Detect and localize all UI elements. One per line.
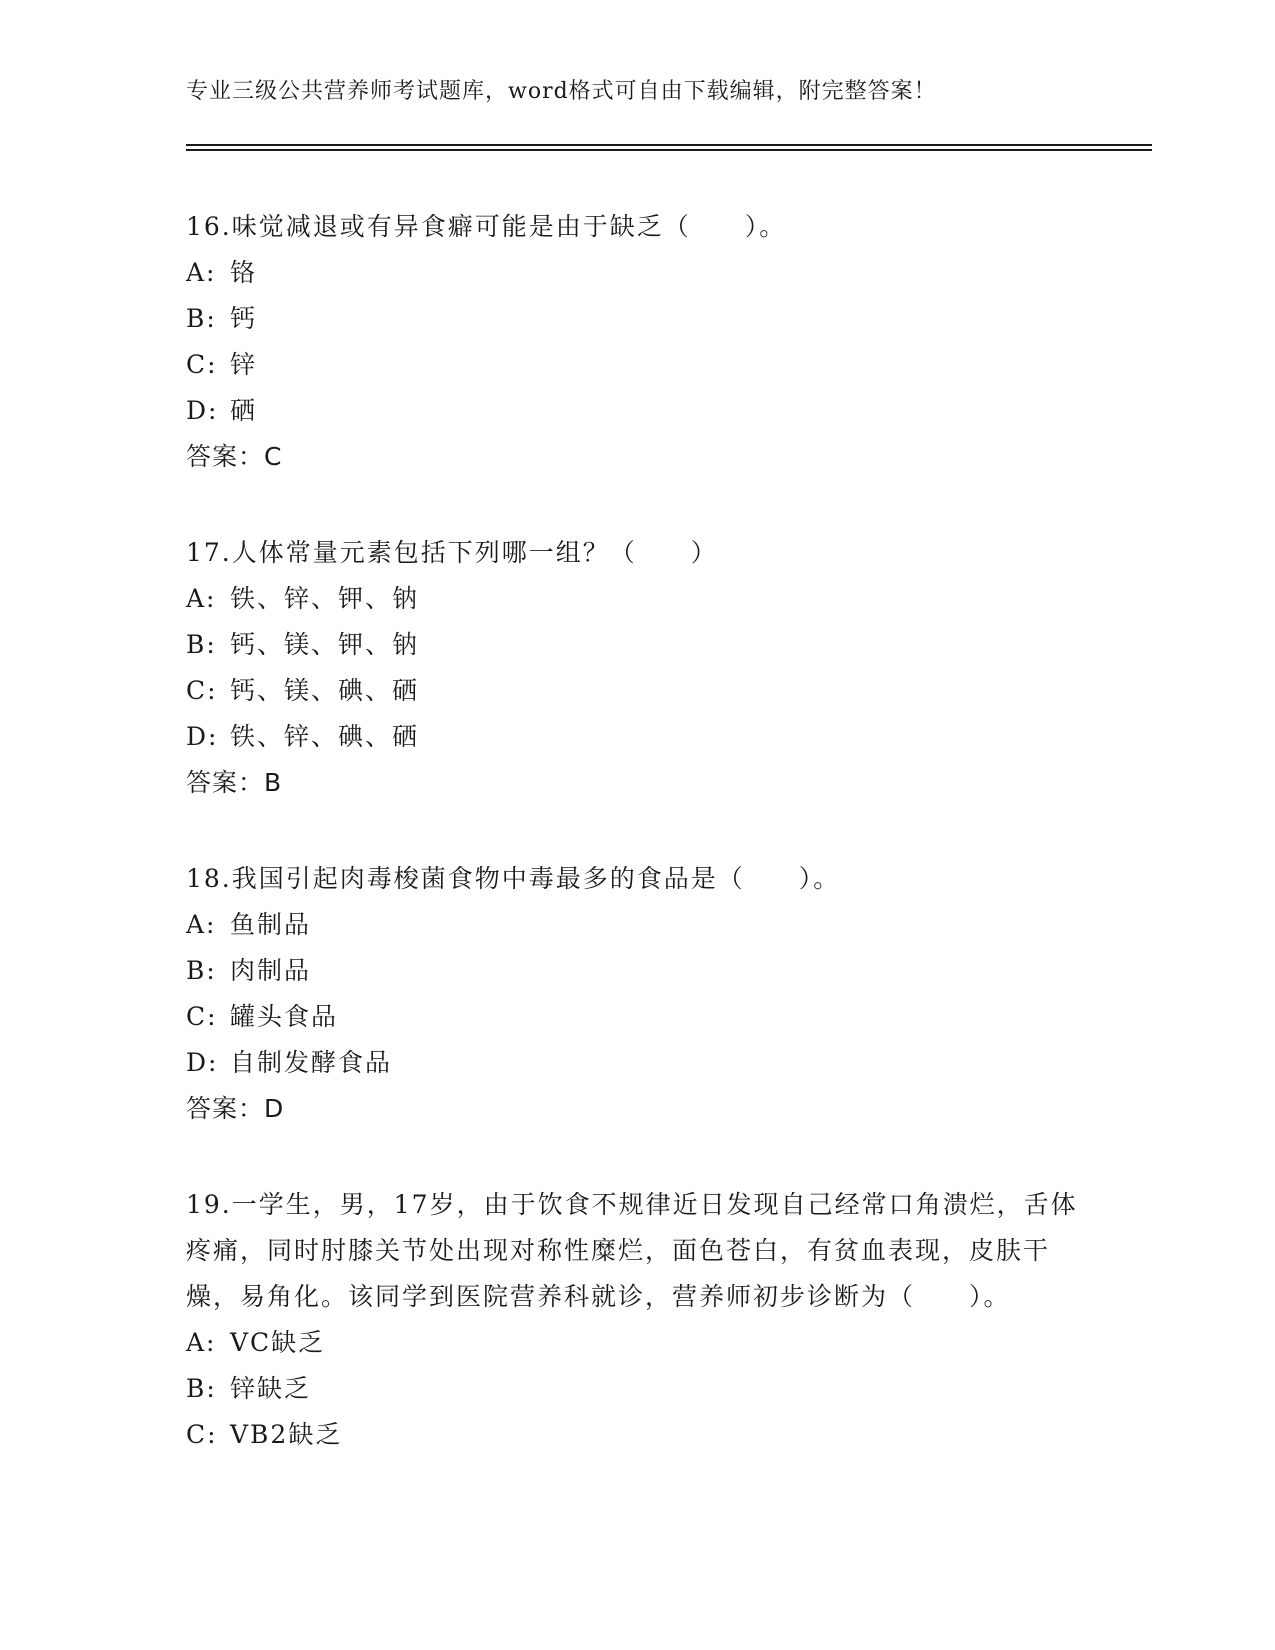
option-a: [186, 250, 1086, 296]
question-19: [186, 1182, 1086, 1458]
option-text: 锌: [230, 350, 258, 379]
option-text: 硒: [230, 396, 258, 425]
answer-line: 答案：B: [186, 768, 283, 797]
option-letter: D:: [186, 1048, 219, 1077]
option-text: 铬: [230, 258, 258, 287]
answer-line: 答案：C: [186, 442, 283, 471]
option-letter: B:: [186, 630, 217, 659]
option-letter: D:: [186, 722, 219, 751]
question-stem: 18.我国引起肉毒梭菌食物中毒最多的食品是（ ）。: [186, 864, 841, 893]
option-letter: C:: [186, 1420, 218, 1449]
option-text: 肉制品: [230, 956, 312, 985]
option-letter: B:: [186, 304, 217, 333]
option-letter: A:: [186, 910, 217, 939]
page-header: 专业三级公共营养师考试题库，word格式可自由下载编辑，附完整答案！: [186, 79, 937, 104]
option-text: 铁、锌、碘、硒: [230, 722, 420, 751]
option-text: 钙、镁、碘、硒: [230, 676, 420, 705]
option-text: 铁、锌、钾、钠: [230, 584, 420, 613]
option-letter: C:: [186, 1002, 218, 1031]
option-c: [186, 994, 1086, 1040]
option-text: 钙、镁、钾、钠: [230, 630, 420, 659]
option-a: [186, 902, 1086, 948]
option-letter: D:: [186, 396, 219, 425]
option-c: [186, 668, 1086, 714]
option-letter: C:: [186, 676, 218, 705]
option-a: [186, 1320, 1086, 1366]
option-c: [186, 342, 1086, 388]
header-divider: [186, 144, 1152, 151]
question-stem: 19.一学生，男，17岁，由于饮食不规律近日发现自己经常口角溃烂，舌体疼痛，同时肘膝关节处出现对称性糜烂，面色苍白，有贫血表现，皮肤干燥，易角化。该同学到医院营养科就诊，营养师初步诊断为（ ）。: [186, 1190, 1078, 1311]
option-letter: A:: [186, 1328, 217, 1357]
option-letter: B:: [186, 1374, 217, 1403]
question-18: [186, 856, 1086, 1132]
answer-line: 答案：D: [186, 1094, 285, 1123]
option-letter: A:: [186, 258, 217, 287]
option-text: 自制发酵食品: [230, 1048, 393, 1077]
option-b: [186, 296, 1086, 342]
option-d: [186, 714, 1086, 760]
question-17: [186, 530, 1086, 806]
option-b: [186, 1366, 1086, 1412]
option-letter: B:: [186, 956, 217, 985]
question-16: [186, 204, 1086, 480]
option-letter: A:: [186, 584, 217, 613]
option-text: 罐头食品: [230, 1002, 339, 1031]
question-stem: 16.味觉减退或有异食癖可能是由于缺乏（ ）。: [186, 212, 787, 241]
option-letter: C:: [186, 350, 218, 379]
option-text: 鱼制品: [230, 910, 312, 939]
option-text: VB2缺乏: [230, 1420, 343, 1449]
question-list: [186, 204, 1086, 1508]
option-b: [186, 948, 1086, 994]
option-d: [186, 388, 1086, 434]
option-d: [186, 1040, 1086, 1086]
option-c: [186, 1412, 1086, 1458]
option-a: [186, 576, 1086, 622]
option-text: 钙: [230, 304, 258, 333]
option-text: 锌缺乏: [230, 1374, 312, 1403]
question-stem: 17.人体常量元素包括下列哪一组？（ ）: [186, 538, 718, 567]
option-text: VC缺乏: [230, 1328, 326, 1357]
option-b: [186, 622, 1086, 668]
